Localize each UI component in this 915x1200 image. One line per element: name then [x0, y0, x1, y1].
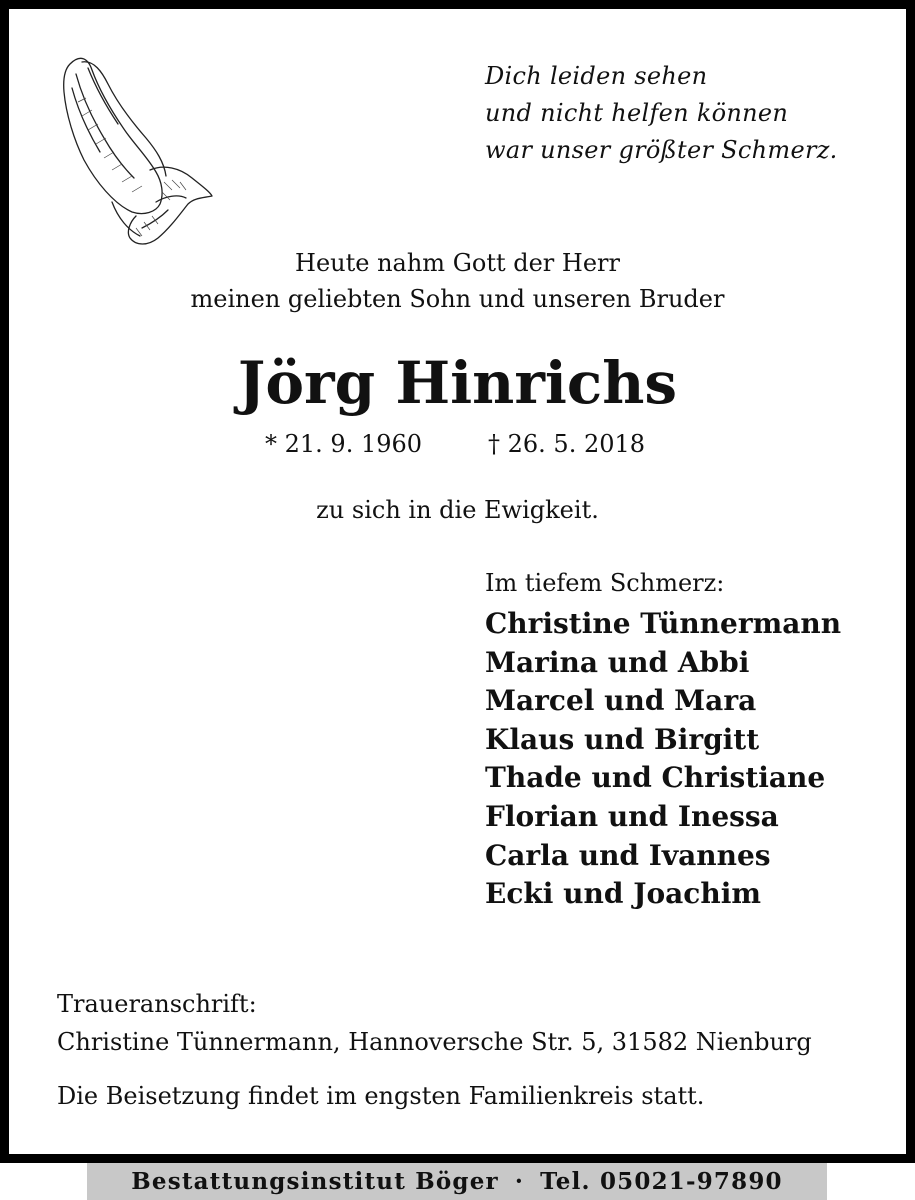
birth-date: * 21. 9. 1960: [265, 430, 423, 458]
address-text: Christine Tünnermann, Hannoversche Str. 5, 31582 Nienburg: [57, 1028, 812, 1056]
intro-text: [0, 245, 915, 317]
verse-line: Dich leiden sehen: [485, 62, 708, 90]
deceased-name: Jörg Hinrichs: [237, 349, 678, 417]
intro-line-2: meinen geliebten Sohn und unseren Bruder: [190, 285, 725, 313]
verse: [485, 58, 895, 169]
mourner-name: Klaus und Birgitt: [485, 722, 760, 756]
praying-hands-icon: [52, 52, 214, 248]
mourner-name: Florian und Inessa: [485, 799, 779, 833]
funeral-home-bar: [87, 1163, 827, 1200]
funeral-note: Die Beisetzung findet im engsten Familienkreis statt.: [57, 1082, 705, 1110]
funeral-home-name: Bestattungsinstitut Böger: [131, 1168, 499, 1195]
footer-separator: ·: [514, 1168, 525, 1195]
verse-line: und nicht helfen können: [485, 99, 789, 127]
funeral-home-phone: Tel. 05021-97890: [540, 1168, 783, 1195]
mourner-name: Carla und Ivannes: [485, 838, 771, 872]
mourner-name: Marcel und Mara: [485, 684, 757, 718]
verse-line: war unser größter Schmerz.: [485, 136, 838, 164]
mourning-address: [57, 985, 812, 1061]
mourner-name: Thade und Christiane: [485, 761, 826, 795]
mourners-list: [485, 605, 905, 914]
mourner-name: Marina und Abbi: [485, 645, 750, 679]
mourners-section: [485, 565, 905, 914]
mourner-name: Christine Tünnermann: [485, 607, 842, 640]
eternity-text: zu sich in die Ewigkeit.: [316, 496, 599, 524]
death-date: † 26. 5. 2018: [488, 430, 646, 458]
mourners-label: Im tiefem Schmerz:: [485, 569, 725, 597]
address-label: Traueranschrift:: [57, 990, 257, 1018]
mourner-name: Ecki und Joachim: [485, 877, 761, 911]
intro-line-1: Heute nahm Gott der Herr: [295, 249, 620, 277]
